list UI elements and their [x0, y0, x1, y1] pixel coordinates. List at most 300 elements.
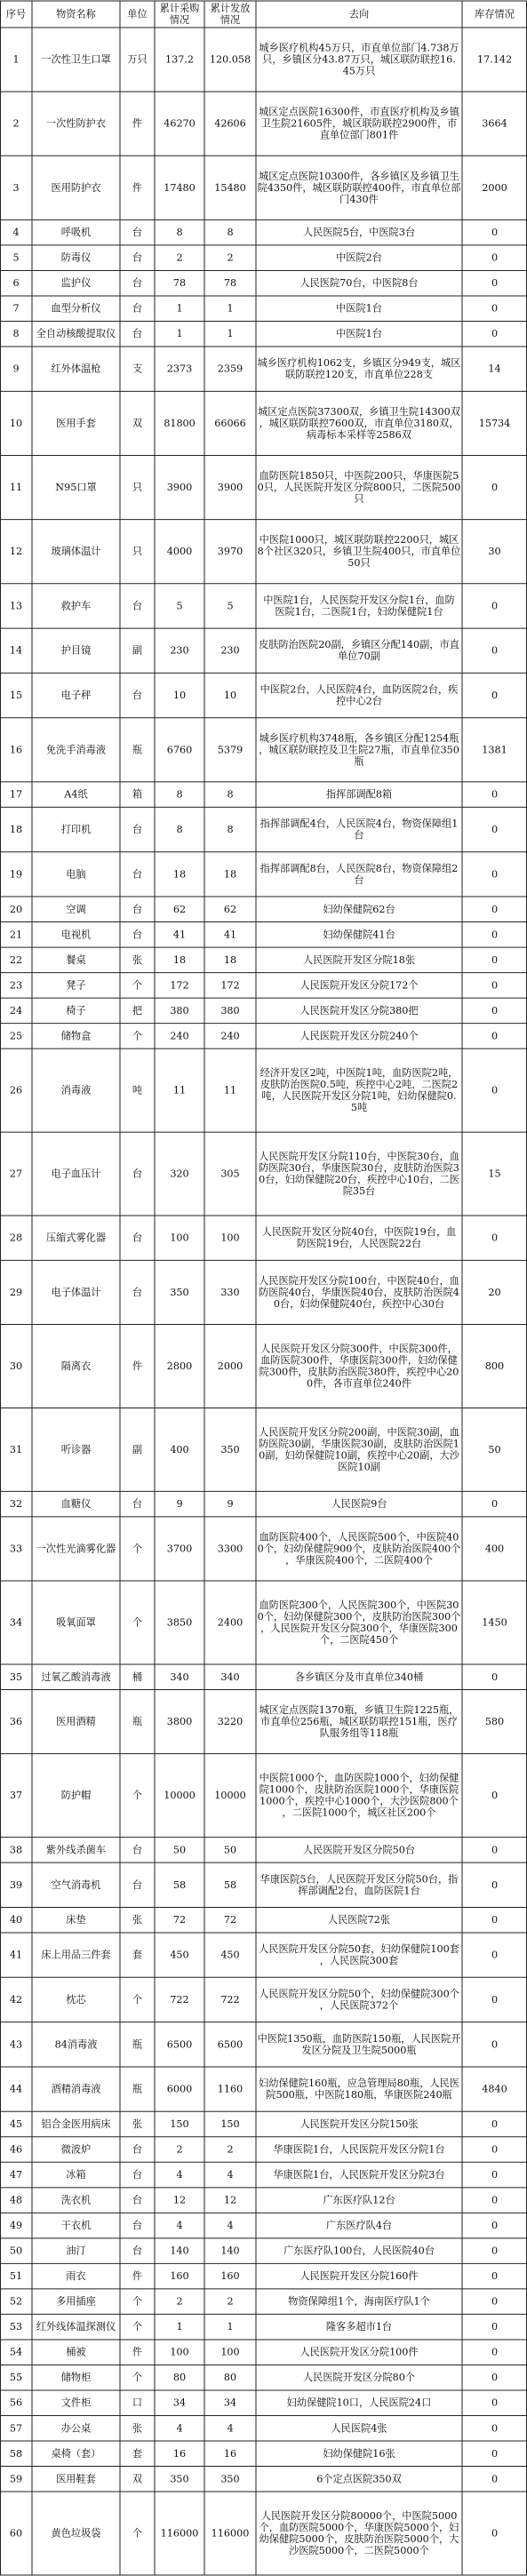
- cell-name: 黄色垃圾袋: [51, 2527, 101, 2540]
- cell-purchase: 116000: [160, 2527, 199, 2540]
- cell-stock: 800: [484, 1360, 505, 1372]
- cell-unit: 双: [132, 2473, 143, 2485]
- cell-dest: 6个定点医院350双: [316, 2473, 402, 2485]
- cell-stock: 0: [491, 1914, 499, 1926]
- cell-name: 血型分析仪: [51, 302, 101, 315]
- cell-name: 一次性防护衣: [45, 117, 107, 130]
- cell-issued: 16: [223, 2447, 237, 2460]
- cell-purchase: 3800: [166, 1716, 193, 1728]
- cell-name: 监护仪: [60, 277, 92, 290]
- cell-purchase: 2: [176, 2295, 183, 2308]
- cell-dest: 物资保障组1个，海南医疗队1个: [288, 2295, 430, 2308]
- cell-dest: 血防医院300个，人民医院300个，中医院30 0个，妇幼保健院300个，皮肤防治医院300个，人民医院开发区分院300个，华康医院300 个，二医院450个: [257, 1599, 461, 1647]
- cell-issued: 1: [227, 328, 234, 340]
- cell-name: 椅子: [66, 1004, 86, 1017]
- cell-dest: 中医院1台: [336, 302, 382, 315]
- cell-purchase: 400: [170, 1443, 189, 1455]
- cell-issued: 41: [223, 929, 237, 941]
- cell-no: 19: [9, 868, 23, 881]
- cell-stock: 0: [491, 2422, 499, 2435]
- cell-stock: 0: [491, 227, 499, 239]
- cell-purchase: 230: [170, 644, 189, 657]
- cell-unit: 张: [132, 953, 143, 966]
- cell-stock: 0: [491, 2270, 499, 2283]
- cell-unit: 台: [132, 2169, 143, 2181]
- cell-name: 干衣机: [60, 2220, 92, 2232]
- cell-stock: 17.142: [476, 53, 513, 66]
- cell-unit: 台: [132, 251, 143, 264]
- cell-issued: 450: [220, 1949, 240, 1961]
- cell-name: 电子血压计: [51, 1168, 101, 1180]
- cell-dest: 广东医疗队12台: [323, 2194, 395, 2206]
- cell-purchase: 3900: [166, 482, 193, 494]
- cell-issued: 350: [220, 2473, 240, 2485]
- cell-name: 压缩式雾化器: [45, 1232, 107, 1244]
- cell-name: 雨衣: [66, 2270, 86, 2283]
- cell-issued: 5379: [217, 744, 244, 756]
- cell-dest: 人民医院开发区分院80000个，中医院5000 个，血防医院5000个，华康医院5000个，妇幼保健院5000个，皮肤防治医院5000个，大沙医院5000个，二医院5000个: [259, 2510, 459, 2557]
- cell-issued: 10000: [214, 1790, 246, 1802]
- cell-name: 一次性光滴雾化器: [36, 1543, 116, 1555]
- cell-no: 46: [9, 2143, 23, 2156]
- cell-unit: 台: [132, 227, 143, 239]
- cell-purchase: 16: [172, 2447, 187, 2460]
- cell-issued: 160: [220, 2270, 240, 2283]
- cell-no: 26: [9, 1084, 23, 1097]
- cell-issued: 11: [223, 1084, 237, 1097]
- cell-unit: 台: [132, 2143, 143, 2156]
- cell-purchase: 72: [172, 1914, 187, 1926]
- cell-stock: 0: [491, 2447, 499, 2460]
- cell-purchase: 2: [176, 251, 183, 264]
- cell-no: 52: [9, 2295, 23, 2308]
- cell-issued: 8: [227, 227, 234, 239]
- cell-purchase: 172: [170, 979, 189, 992]
- cell-issued: 15480: [214, 181, 246, 194]
- cell-issued: 8: [227, 788, 234, 801]
- cell-purchase: 6500: [166, 2038, 193, 2051]
- cell-purchase: 2: [176, 2143, 183, 2156]
- cell-purchase: 4000: [166, 546, 193, 558]
- cell-purchase: 62: [172, 903, 187, 915]
- cell-no: 38: [9, 1844, 23, 1856]
- cell-no: 23: [9, 979, 23, 992]
- cell-unit: 台: [132, 1498, 143, 1511]
- cell-no: 45: [9, 2118, 23, 2131]
- cell-name: 防护帽: [60, 1790, 92, 1802]
- cell-issued: 66066: [214, 417, 246, 429]
- cell-unit: 只: [132, 546, 143, 558]
- cell-issued: 100: [220, 1232, 240, 1244]
- cell-no: 41: [9, 1949, 23, 1961]
- cell-no: 1: [12, 53, 20, 66]
- cell-dest: 人民医院开发区分院50套，妇幼保健院100套，人民医院300套: [259, 1943, 459, 1967]
- cell-unit: 个: [132, 1616, 143, 1629]
- header-col-stock: 库存情况: [475, 8, 515, 20]
- cell-name: 护目镜: [60, 644, 92, 657]
- cell-name: 免洗手消毒液: [45, 744, 107, 756]
- cell-dest: 人民医院9台: [331, 1498, 387, 1511]
- cell-no: 10: [9, 417, 23, 429]
- cell-no: 36: [9, 1716, 23, 1728]
- cell-purchase: 1: [176, 302, 183, 315]
- cell-purchase: 34: [172, 2397, 187, 2409]
- cell-name: 过氧乙酸消毒液: [41, 1671, 111, 1683]
- cell-stock: 1381: [482, 744, 507, 756]
- cell-unit: 套: [132, 2447, 143, 2460]
- cell-stock: 0: [491, 644, 499, 657]
- header-col-purchase: 累计采购情况: [159, 3, 200, 26]
- cell-stock: 0: [491, 328, 499, 340]
- cell-name: 多用插座: [56, 2295, 96, 2308]
- cell-issued: 340: [220, 1671, 240, 1683]
- cell-issued: 3900: [217, 482, 244, 494]
- cell-stock: 580: [484, 1716, 505, 1728]
- cell-purchase: 17480: [164, 181, 196, 194]
- cell-unit: 台: [132, 600, 143, 612]
- cell-stock: 0: [491, 2220, 499, 2232]
- cell-issued: 3220: [217, 1716, 244, 1728]
- cell-issued: 4: [227, 2422, 234, 2435]
- cell-purchase: 140: [170, 2245, 189, 2257]
- cell-stock: 0: [491, 788, 499, 801]
- cell-stock: 0: [491, 1004, 499, 1017]
- cell-issued: 10: [223, 690, 237, 702]
- cell-issued: 116000: [211, 2527, 250, 2540]
- cell-no: 21: [9, 929, 23, 941]
- cell-name: 医用鞋套: [56, 2473, 96, 2485]
- cell-purchase: 78: [172, 277, 187, 290]
- cell-no: 28: [9, 1232, 23, 1244]
- cell-issued: 6500: [217, 2038, 244, 2051]
- cell-unit: 张: [132, 2422, 143, 2435]
- cell-stock: 1450: [482, 1616, 507, 1629]
- cell-stock: 0: [491, 979, 499, 992]
- cell-issued: 2400: [217, 1616, 244, 1629]
- cell-unit: 把: [132, 1004, 143, 1017]
- cell-name: 呼吸机: [60, 227, 92, 239]
- cell-no: 5: [12, 251, 20, 264]
- cell-dest: 城乡医疗机构45万只，市直单位部门4.738万只，乡镇区分43.87万只，城区联防联控16. 45万只: [259, 42, 459, 77]
- cell-unit: 吨: [132, 1084, 143, 1097]
- cell-issued: 9: [227, 1498, 234, 1511]
- cell-name: 医用防护衣: [51, 181, 101, 194]
- cell-unit: 个: [132, 2372, 143, 2384]
- cell-name: 油汀: [66, 2245, 86, 2257]
- cell-purchase: 320: [170, 1168, 189, 1180]
- cell-issued: 2: [227, 2143, 234, 2156]
- cell-purchase: 9: [176, 1498, 183, 1511]
- cell-no: 30: [9, 1360, 23, 1372]
- cell-no: 39: [9, 1878, 23, 1891]
- cell-no: 40: [9, 1914, 23, 1926]
- cell-issued: 380: [220, 1004, 240, 1017]
- cell-stock: 0: [491, 903, 499, 915]
- cell-stock: 0: [491, 277, 499, 290]
- cell-name: 84消毒液: [54, 2038, 98, 2051]
- cell-name: 床上用品三件套: [41, 1949, 111, 1961]
- cell-name: 床垫: [66, 1914, 86, 1926]
- cell-no: 35: [9, 1671, 23, 1683]
- cell-issued: 18: [223, 953, 237, 966]
- cell-no: 4: [12, 227, 20, 239]
- cell-dest: 人民医院开发区分院200副，中医院30副，血防医院30副，华康医院30副，皮肤防治医院1 0副，妇幼保健院10副，疾控中心20副，大沙医院10副: [259, 1426, 459, 1473]
- cell-dest: 隆客多超市1台: [325, 2321, 393, 2333]
- cell-dest: 人民医院开发区分院100件: [299, 2346, 419, 2358]
- cell-dest: 人民医院72张: [327, 1914, 391, 1926]
- cell-dest: 人民医院开发区分院110台，中医院30台，血防医院30台，华康医院30台，皮肤防治医院3 0台，妇幼保健院20台，疾控中心10台，二医院35台: [259, 1151, 459, 1198]
- cell-stock: 0: [491, 2321, 499, 2333]
- cell-dest: 人民医院开发区分院50个，妇幼保健院300个，人民医院372个: [259, 1988, 459, 2012]
- cell-dest: 中医院1350瓶，血防医院150瓶，人民医院开发区分院及卫生院5000瓶: [257, 2032, 461, 2056]
- cell-unit: 只: [132, 482, 143, 494]
- cell-purchase: 4: [176, 2169, 183, 2181]
- cell-no: 15: [9, 690, 23, 702]
- cell-no: 20: [9, 903, 23, 915]
- cell-issued: 3300: [217, 1543, 244, 1555]
- cell-no: 56: [9, 2397, 23, 2409]
- cell-dest: 妇幼保健院16张: [323, 2447, 395, 2460]
- cell-dest: 人民医院4张: [331, 2422, 387, 2435]
- cell-no: 37: [9, 1790, 23, 1802]
- cell-dest: 人民医院开发区分院50台: [302, 1844, 416, 1856]
- cell-unit: 件: [132, 181, 143, 194]
- cell-stock: 14: [488, 363, 501, 375]
- cell-stock: 0: [491, 2169, 499, 2181]
- cell-no: 34: [9, 1616, 23, 1629]
- cell-issued: 8: [227, 824, 234, 836]
- cell-issued: 150: [220, 2118, 240, 2131]
- cell-issued: 230: [220, 644, 240, 657]
- cell-unit: 口: [132, 2397, 143, 2409]
- cell-no: 60: [9, 2527, 23, 2540]
- cell-stock: 0: [491, 2346, 499, 2358]
- cell-stock: 0: [491, 953, 499, 966]
- cell-name: 微波炉: [60, 2143, 92, 2156]
- cell-issued: 12: [223, 2194, 237, 2206]
- cell-name: 一次性卫生口罩: [41, 53, 111, 66]
- cell-issued: 80: [223, 2372, 237, 2384]
- cell-issued: 78: [223, 277, 237, 290]
- cell-dest: 华康医院1台，人民医院开发区分院3台: [273, 2169, 445, 2181]
- cell-no: 57: [9, 2422, 23, 2435]
- cell-unit: 副: [132, 1443, 143, 1455]
- cell-stock: 0: [491, 251, 499, 264]
- cell-unit: 台: [132, 1168, 143, 1180]
- cell-name: 消毒液: [60, 1084, 92, 1097]
- cell-name: 防毒仪: [60, 251, 92, 264]
- cell-stock: 4840: [482, 2083, 507, 2095]
- cell-issued: 34: [223, 2397, 237, 2409]
- cell-stock: 0: [491, 2194, 499, 2206]
- cell-purchase: 41: [172, 929, 187, 941]
- cell-dest: 指挥部调配8箱: [325, 788, 393, 801]
- header-col-issued: 累计发放情况: [210, 3, 251, 26]
- cell-name: 储物盒: [60, 1030, 92, 1042]
- cell-name: 血糖仪: [60, 1498, 92, 1511]
- cell-dest: 人民医院开发区分院172个: [299, 979, 419, 992]
- cell-no: 53: [9, 2321, 23, 2333]
- cell-unit: 瓶: [132, 1716, 143, 1728]
- cell-dest: 城乡医疗机构1062支，乡镇区分949支，城区联防联控120支，市直单位228支: [257, 357, 461, 381]
- cell-name: 紫外线杀菌车: [45, 1844, 107, 1856]
- cell-purchase: 100: [170, 1232, 189, 1244]
- cell-no: 24: [9, 1004, 23, 1017]
- cell-stock: 0: [491, 1790, 499, 1802]
- cell-dest: 血防医院1850只，中医院200只，华康医院5 0只，人民医院开发区分院800只，二医院500 只: [257, 470, 461, 506]
- cell-stock: 400: [484, 1543, 505, 1555]
- cell-purchase: 3850: [166, 1616, 193, 1629]
- cell-no: 51: [9, 2270, 23, 2283]
- cell-unit: 箱: [132, 788, 143, 801]
- cell-issued: 722: [220, 1993, 240, 2006]
- cell-no: 18: [9, 824, 23, 836]
- cell-issued: 350: [220, 1443, 240, 1455]
- cell-purchase: 6760: [166, 744, 193, 756]
- header-col-name: 物资名称: [56, 8, 96, 20]
- cell-issued: 62: [223, 903, 237, 915]
- cell-stock: 0: [491, 2143, 499, 2156]
- cell-stock: 0: [491, 482, 499, 494]
- cell-dest: 中医院2台: [336, 251, 382, 264]
- cell-no: 31: [9, 1443, 23, 1455]
- cell-no: 7: [12, 302, 20, 315]
- cell-issued: 5: [227, 600, 234, 612]
- cell-unit: 个: [132, 1543, 143, 1555]
- cell-stock: 0: [491, 2118, 499, 2131]
- cell-unit: 个: [132, 2321, 143, 2333]
- cell-stock: 0: [491, 1844, 499, 1856]
- cell-name: 吸氧面罩: [56, 1616, 96, 1629]
- cell-stock: 0: [491, 2038, 499, 2051]
- cell-no: 13: [9, 600, 23, 612]
- cell-stock: 20: [488, 1286, 501, 1298]
- cell-unit: 台: [132, 328, 143, 340]
- cell-issued: 4: [227, 2220, 234, 2232]
- cell-stock: 0: [491, 600, 499, 612]
- cell-dest: 华康医院5台，人民医院开发区分院50台，指挥部调配2台，血防医院1台: [260, 1873, 459, 1897]
- cell-unit: 台: [132, 2194, 143, 2206]
- cell-dest: 人民医院开发区分院100台，中医院40台，血防医院40台，华康医院40台，皮肤防治医院4 0台，妇幼保健院40台，疾控中心30台: [259, 1274, 459, 1310]
- cell-dest: 中医院1台: [336, 328, 382, 340]
- cell-issued: 100: [220, 2346, 240, 2358]
- cell-issued: 140: [220, 2245, 240, 2257]
- cell-name: 铝合金医用病床: [41, 2118, 111, 2131]
- cell-unit: 张: [132, 2118, 143, 2131]
- cell-purchase: 58: [172, 1878, 187, 1891]
- cell-dest: 人民医院开发区分院80个: [302, 2372, 416, 2384]
- cell-dest: 城区定点医院16300件，市直医疗机构及乡镇卫生院21605件，城区联防联控2900件，市直单位部门801件: [259, 106, 459, 141]
- cell-issued: 240: [220, 1030, 240, 1042]
- cell-unit: 瓶: [132, 2038, 143, 2051]
- cell-unit: 套: [132, 1949, 143, 1961]
- cell-purchase: 340: [170, 1671, 189, 1683]
- cell-dest: 妇幼保健院10口，人民医院24口: [286, 2397, 432, 2409]
- cell-issued: 1160: [217, 2083, 244, 2095]
- cell-dest: 血防医院400个，人民医院500个，中医院40 0个，妇幼保健院900个，皮肤防治医院400个，华康医院400个，二医院400个: [257, 1531, 461, 1567]
- cell-stock: 0: [491, 1084, 499, 1097]
- cell-stock: 0: [491, 1232, 499, 1244]
- cell-issued: 330: [220, 1286, 240, 1298]
- cell-stock: 0: [491, 1993, 499, 2006]
- cell-dest: 人民医院开发区分院18张: [302, 953, 416, 966]
- cell-name: 凳子: [66, 979, 86, 992]
- cell-no: 55: [9, 2372, 23, 2384]
- cell-stock: 2000: [482, 181, 507, 194]
- cell-no: 8: [12, 328, 20, 340]
- cell-purchase: 8: [176, 788, 183, 801]
- cell-purchase: 10000: [164, 1790, 196, 1802]
- cell-dest: 中医院1000只，城区联防联控2200只，城区 8个社区320只，乡镇卫生院400只，市直单位 50只: [257, 534, 461, 570]
- cell-no: 42: [9, 1993, 23, 2006]
- cell-unit: 瓶: [132, 744, 143, 756]
- cell-issued: 2359: [217, 363, 244, 375]
- cell-dest: 各乡镇区分及市直单位340桶: [294, 1671, 424, 1683]
- cell-issued: 120.058: [209, 53, 252, 66]
- cell-dest: 中医院2台，人民医院4台，血防医院2台，疾控中心2台: [260, 683, 459, 707]
- cell-name: 救护车: [60, 600, 92, 612]
- cell-stock: 3664: [482, 117, 507, 130]
- cell-dest: 人民医院开发区分院160件: [299, 2270, 419, 2283]
- cell-stock: 0: [491, 2527, 499, 2540]
- cell-no: 49: [9, 2220, 23, 2232]
- cell-unit: 台: [132, 1878, 143, 1891]
- cell-no: 16: [9, 744, 23, 756]
- cell-dest: 皮肤防治医院20副，乡镇区分配140副，市直单位70副: [259, 639, 459, 663]
- cell-no: 3: [12, 181, 20, 194]
- cell-issued: 1: [227, 302, 234, 315]
- cell-stock: 0: [491, 1949, 499, 1961]
- cell-stock: 0: [491, 2473, 499, 2485]
- cell-stock: 0: [491, 1671, 499, 1683]
- cell-dest: 城区定点医院37300双，乡镇卫生院14300双，城区联防联控7600双，市直单位3180双，病毒标本采样等2586双: [258, 405, 460, 441]
- cell-dest: 指挥部调配4台，人民医院4台，物资保障组1 台: [260, 817, 459, 841]
- cell-purchase: 81800: [164, 417, 196, 429]
- cell-issued: 4: [227, 2169, 234, 2181]
- cell-name: 酒精消毒液: [51, 2083, 101, 2095]
- cell-name: 红外体温枪: [51, 363, 101, 375]
- cell-stock: 0: [491, 1878, 499, 1891]
- cell-name: 空气消毒机: [51, 1878, 101, 1891]
- cell-unit: 台: [132, 1844, 143, 1856]
- cell-dest: 妇幼保健院160瓶，应急管理局80瓶，人民医院500瓶，中医院180瓶，华康医院240瓶: [259, 2078, 459, 2101]
- cell-dest: 人民医院开发区分院240个: [299, 1030, 419, 1042]
- cell-stock: 0: [491, 302, 499, 315]
- cell-name: 办公桌: [60, 2422, 92, 2435]
- cell-stock: 15: [488, 1168, 501, 1180]
- cell-dest: 人民医院70台，中医院8台: [299, 277, 419, 290]
- cell-issued: 18: [223, 868, 237, 881]
- cell-no: 33: [9, 1543, 23, 1555]
- cell-purchase: 2373: [166, 363, 193, 375]
- cell-unit: 支: [132, 363, 143, 375]
- cell-purchase: 6000: [166, 2083, 193, 2095]
- cell-purchase: 10: [172, 690, 187, 702]
- cell-purchase: 150: [170, 2118, 189, 2131]
- cell-purchase: 18: [172, 953, 187, 966]
- cell-name: 储物柜: [60, 2372, 92, 2384]
- cell-name: N95口罩: [55, 482, 97, 494]
- cell-purchase: 350: [170, 1286, 189, 1298]
- cell-name: 枕芯: [66, 1993, 86, 2006]
- cell-purchase: 160: [170, 2270, 189, 2283]
- cell-no: 54: [9, 2346, 23, 2358]
- cell-unit: 台: [132, 1232, 143, 1244]
- cell-issued: 42606: [214, 117, 246, 130]
- cell-no: 22: [9, 953, 23, 966]
- cell-no: 2: [12, 117, 20, 130]
- cell-no: 44: [9, 2083, 23, 2095]
